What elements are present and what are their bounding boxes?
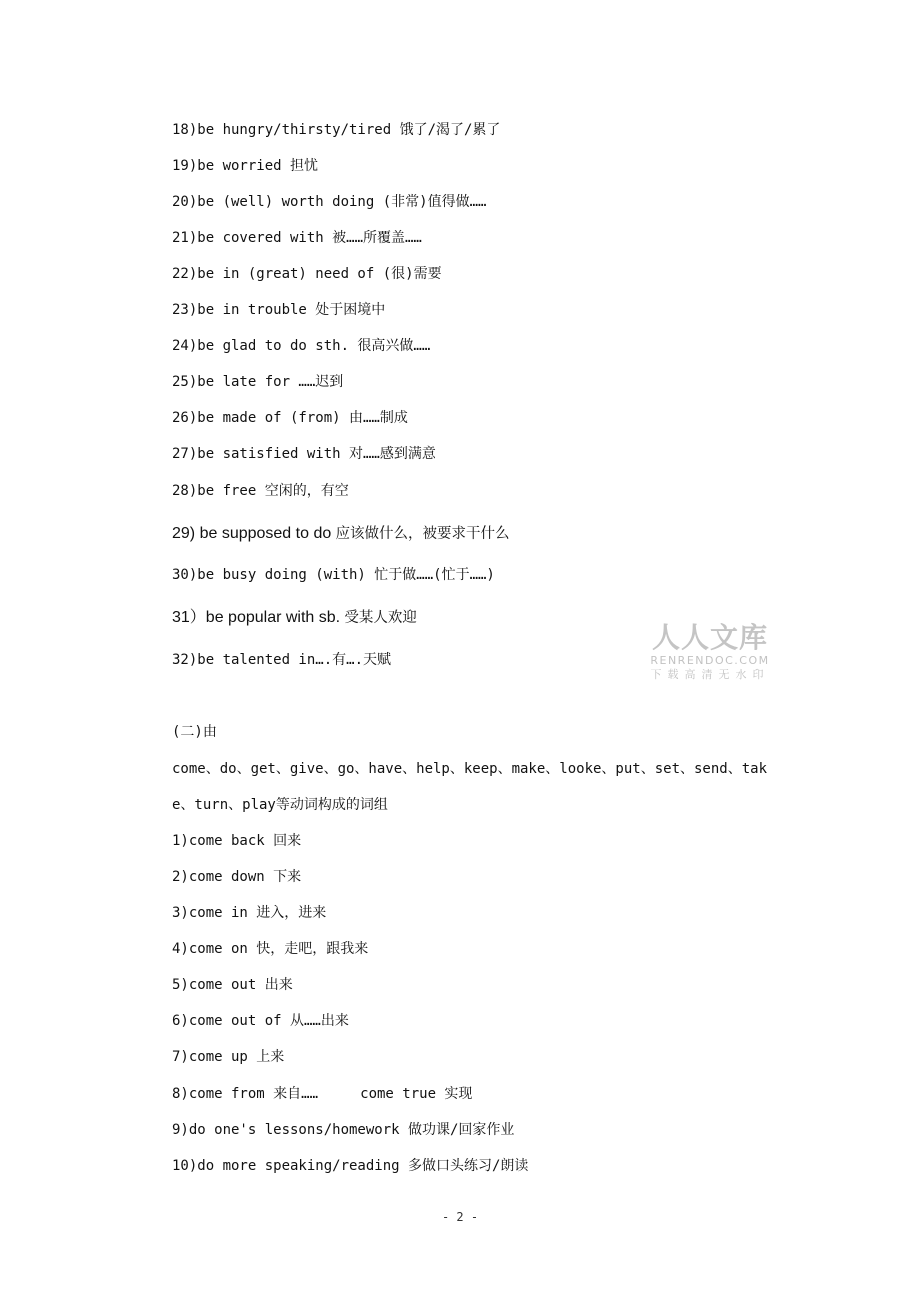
phrase-line: 20)be (well) worth doing (非常)值得做…… (172, 194, 487, 210)
watermark-domain: RENRENDOC.COM (650, 654, 770, 667)
section-heading: (二)由 (172, 724, 217, 740)
phrase-chinese: 受某人欢迎 (344, 610, 417, 626)
phrase-line: 3)come in 进入，进来 (172, 905, 327, 921)
phrase-english: 31）be popular with sb. (172, 609, 341, 626)
phrase-english: 29) be supposed to do (172, 525, 332, 542)
phrase-line: 21)be covered with 被……所覆盖…… (172, 230, 422, 246)
phrase-line-styled (172, 609, 417, 627)
phrase-line: 30)be busy doing (with) 忙于做……(忙于……) (172, 567, 495, 583)
section-intro: come、do、get、give、go、have、help、keep、make、looke、put、set、send、tak (172, 761, 768, 777)
watermark-title: 人人文库 (651, 621, 768, 654)
phrase-line: 22)be in (great) need of (很)需要 (172, 266, 442, 282)
phrase-line: 19)be worried 担忧 (172, 158, 319, 174)
phrase-line: 2)come down 下来 (172, 869, 302, 885)
phrase-line: 27)be satisfied with 对……感到满意 (172, 446, 436, 462)
section-intro: e、turn、play等动词构成的词组 (172, 797, 388, 813)
phrase-line-styled (172, 525, 510, 543)
phrase-line: 9)do one's lessons/homework 做功课/回家作业 (172, 1122, 515, 1138)
page-number: - 2 - (441, 1210, 479, 1224)
phrase-line: 25)be late for ……迟到 (172, 374, 344, 390)
phrase-line: 32)be talented in….有….天赋 (172, 652, 392, 668)
phrase-line: 23)be in trouble 处于困境中 (172, 302, 386, 318)
phrase-line: 8)come from 来自…… come true 实现 (172, 1086, 473, 1102)
watermark-logo (646, 622, 774, 682)
phrase-line: 26)be made of (from) 由……制成 (172, 410, 408, 426)
phrase-line: 5)come out 出来 (172, 977, 293, 993)
watermark-slogan: 下载高清无水印 (650, 668, 770, 681)
phrase-line: 24)be glad to do sth. 很高兴做…… (172, 338, 431, 354)
phrase-line: 7)come up 上来 (172, 1049, 285, 1065)
phrase-chinese: 应该做什么，被要求干什么 (335, 526, 510, 542)
phrase-line: 6)come out of 从……出来 (172, 1013, 349, 1029)
phrase-line: 28)be free 空闲的，有空 (172, 483, 349, 499)
phrase-line: 10)do more speaking/reading 多做口头练习/朗读 (172, 1158, 529, 1174)
phrase-line: 1)come back 回来 (172, 833, 302, 849)
phrase-line: 18)be hungry/thirsty/tired 饿了/渴了/累了 (172, 122, 501, 138)
phrase-line: 4)come on 快，走吧，跟我来 (172, 941, 369, 957)
